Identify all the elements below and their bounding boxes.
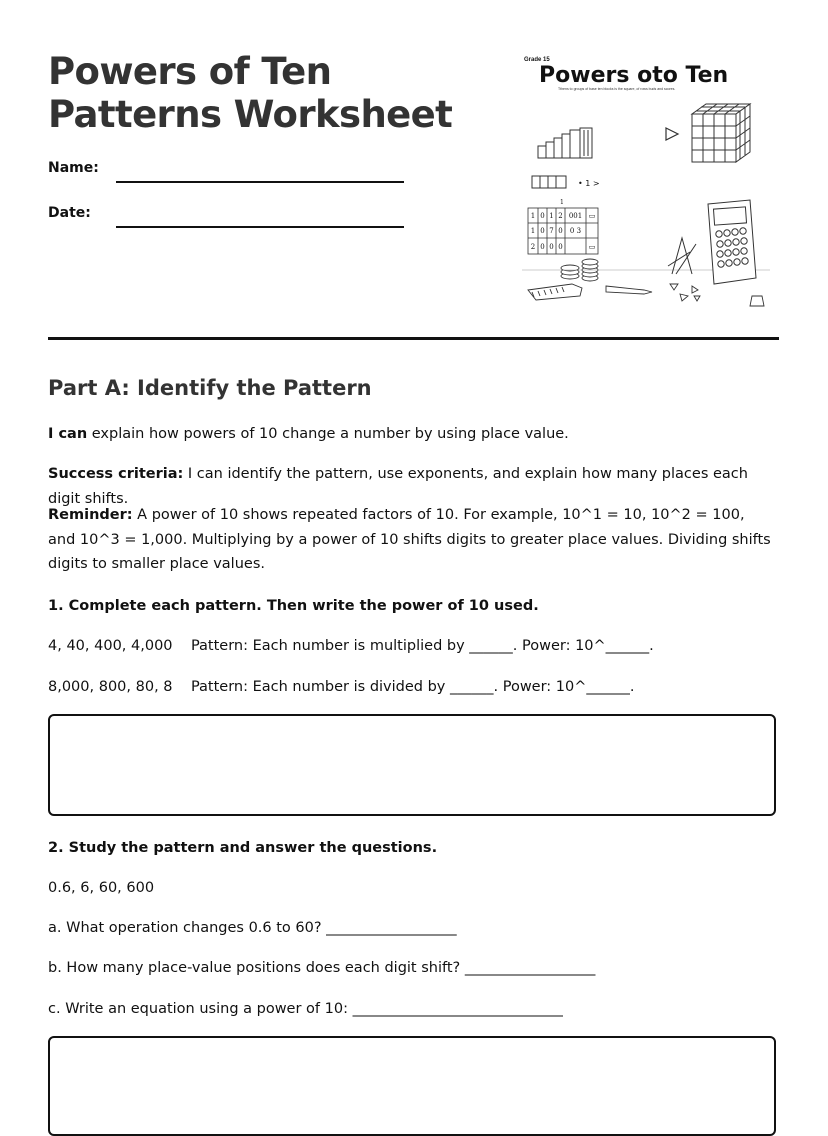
name-label: Name: bbox=[48, 160, 99, 176]
geometric-shapes-icon bbox=[670, 284, 764, 306]
play-arrow-icon bbox=[666, 128, 678, 140]
reminder-text: A power of 10 shows repeated factors of 10. For example, 10^1 = 10, 10^2 = 100, and 10^3 = 1,000. Multiplying by a power of 10 shifts digits to greater place values. Dividing shifts digits to smaller place values. bbox=[48, 507, 771, 572]
arrow-text: • 1 > bbox=[578, 179, 600, 188]
question-1-prompt: 1. Complete each pattern. Then write the power of 10 used. bbox=[48, 598, 539, 614]
place-value-cell: 1 bbox=[530, 212, 536, 220]
header-divider bbox=[48, 337, 779, 340]
question-1-line-1: 4, 40, 400, 4,000 Pattern: Each number is multiplied by ______. Power: 10^______. bbox=[48, 638, 654, 654]
pencil-icon bbox=[606, 286, 652, 294]
place-value-cell: 0 bbox=[540, 243, 545, 251]
question-2-answer-box[interactable] bbox=[48, 1036, 776, 1136]
place-value-cell: ▭ bbox=[588, 243, 596, 251]
success-criteria-label: Success criteria: bbox=[48, 466, 184, 482]
illustration-title: Powers oto Ten bbox=[539, 63, 729, 88]
place-value-cell: 0 bbox=[558, 227, 563, 235]
i-can-label: I can bbox=[48, 426, 88, 442]
calculator-icon bbox=[708, 200, 756, 284]
question-2b: b. How many place-value positions does each digit shift? __________________ bbox=[48, 960, 596, 976]
reminder-label: Reminder: bbox=[48, 507, 133, 523]
worksheet-illustration bbox=[522, 52, 772, 314]
place-value-cell: 0 bbox=[558, 243, 563, 251]
place-value-cell: ▭ bbox=[588, 212, 596, 220]
i-can-statement bbox=[48, 422, 776, 447]
i-can-text: explain how powers of 10 change a number by using place value. bbox=[87, 426, 569, 442]
compass-icon bbox=[668, 238, 696, 274]
ten-strip-icon bbox=[532, 176, 566, 188]
place-value-cell: 7 bbox=[549, 227, 554, 235]
question-2-prompt: 2. Study the pattern and answer the questions. bbox=[48, 840, 438, 856]
base-ten-rods-icon bbox=[538, 128, 592, 158]
thousand-cube-icon bbox=[692, 104, 750, 162]
worksheet-title: Powers of Ten Patterns Worksheet bbox=[48, 50, 453, 136]
question-2-sequence: 0.6, 6, 60, 600 bbox=[48, 880, 155, 896]
date-label: Date: bbox=[48, 205, 91, 221]
ruler-icon bbox=[528, 284, 582, 300]
illustration-caption: Tthens to groups of base ten blocks is the square, of rows buds and scores. bbox=[558, 87, 676, 91]
place-value-cell: 0 bbox=[540, 212, 545, 220]
place-value-cell: 1 bbox=[530, 227, 536, 235]
place-value-cell: 2 bbox=[530, 243, 536, 251]
name-line[interactable] bbox=[116, 181, 404, 183]
place-value-cell: 1 bbox=[549, 212, 554, 220]
place-value-cell: 001 bbox=[568, 212, 583, 220]
place-value-table bbox=[528, 208, 598, 254]
place-value-cell: 2 bbox=[558, 212, 563, 220]
place-value-cell: 0 bbox=[549, 243, 554, 251]
place-value-cell: 0 bbox=[540, 227, 545, 235]
question-2a: a. What operation changes 0.6 to 60? __________________ bbox=[48, 920, 457, 936]
table-top-label: 1 bbox=[560, 199, 564, 206]
question-1-line-2: 8,000, 800, 80, 8 Pattern: Each number is divided by ______. Power: 10^______. bbox=[48, 679, 635, 695]
date-line[interactable] bbox=[116, 226, 404, 228]
place-value-cell: 0 3 bbox=[569, 227, 582, 235]
question-2c: c. Write an equation using a power of 10: _____________________________ bbox=[48, 1001, 563, 1017]
question-1-answer-box[interactable] bbox=[48, 714, 776, 816]
illustration-grade: Grade 15 bbox=[524, 57, 550, 63]
part-a-heading: Part A: Identify the Pattern bbox=[48, 376, 372, 400]
success-criteria-text: I can identify the pattern, use exponents, and explain how many places each digit shifts. bbox=[48, 466, 748, 507]
reminder bbox=[48, 503, 776, 577]
